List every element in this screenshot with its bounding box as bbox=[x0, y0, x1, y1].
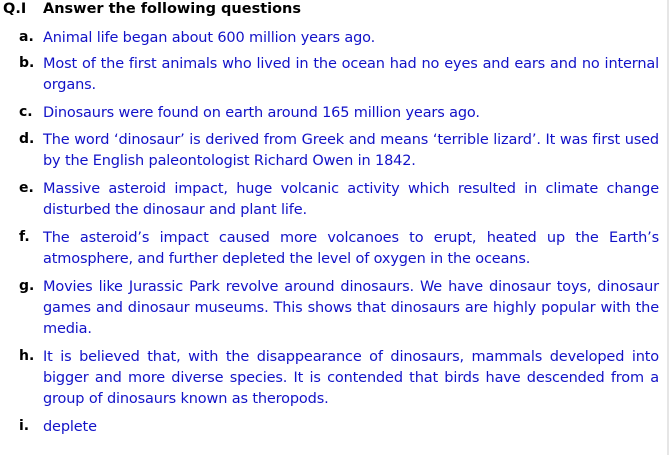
answer-text: Most of the first animals who lived in the ocean had no eyes and ears and no internal organs. bbox=[43, 56, 659, 93]
answer-text: It is believed that, with the disappearance of dinosaurs, mammals developed into bigger and more diverse species. It is contended that birds have descended from a group of dinosaurs known as theropods. bbox=[43, 349, 659, 407]
answer-text: Movies like Jurassic Park revolve around dinosaurs. We have dinosaur toys, dinosaur games and dinosaur museums. This shows that dinosaurs are highly popular with the media. bbox=[43, 279, 659, 337]
answer-letter: d. bbox=[19, 131, 35, 147]
question-number: Q.I bbox=[3, 1, 27, 17]
answer-letter: a. bbox=[19, 29, 34, 45]
question-header bbox=[3, 1, 301, 19]
answer-text: Animal life began about 600 million years ago. bbox=[43, 30, 376, 46]
answer-letter: b. bbox=[19, 55, 35, 71]
answer-text: The asteroid’s impact caused more volcanoes to erupt, heated up the Earth’s atmosphere, and further depleted the level of oxygen in the oceans. bbox=[43, 230, 659, 267]
answer-text: Dinosaurs were found on earth around 165 million years ago. bbox=[43, 105, 480, 121]
answer-letter: h. bbox=[19, 348, 35, 364]
answer-letter: e. bbox=[19, 180, 34, 196]
answer-text: Massive asteroid impact, huge volcanic activity which resulted in climate change disturbed the dinosaur and plant life. bbox=[43, 181, 659, 218]
answer-text: deplete bbox=[43, 419, 97, 435]
answer-letter: f. bbox=[19, 229, 30, 245]
answer-letter: c. bbox=[19, 104, 33, 120]
answer-letter: i. bbox=[19, 418, 30, 434]
answer-letter: g. bbox=[19, 278, 35, 294]
question-title: Answer the following questions bbox=[43, 1, 302, 17]
answer-text: The word ‘dinosaur’ is derived from Greek and means ‘terrible lizard’. It was first used by the English paleontologist Richard Owen in 1842. bbox=[43, 132, 659, 169]
